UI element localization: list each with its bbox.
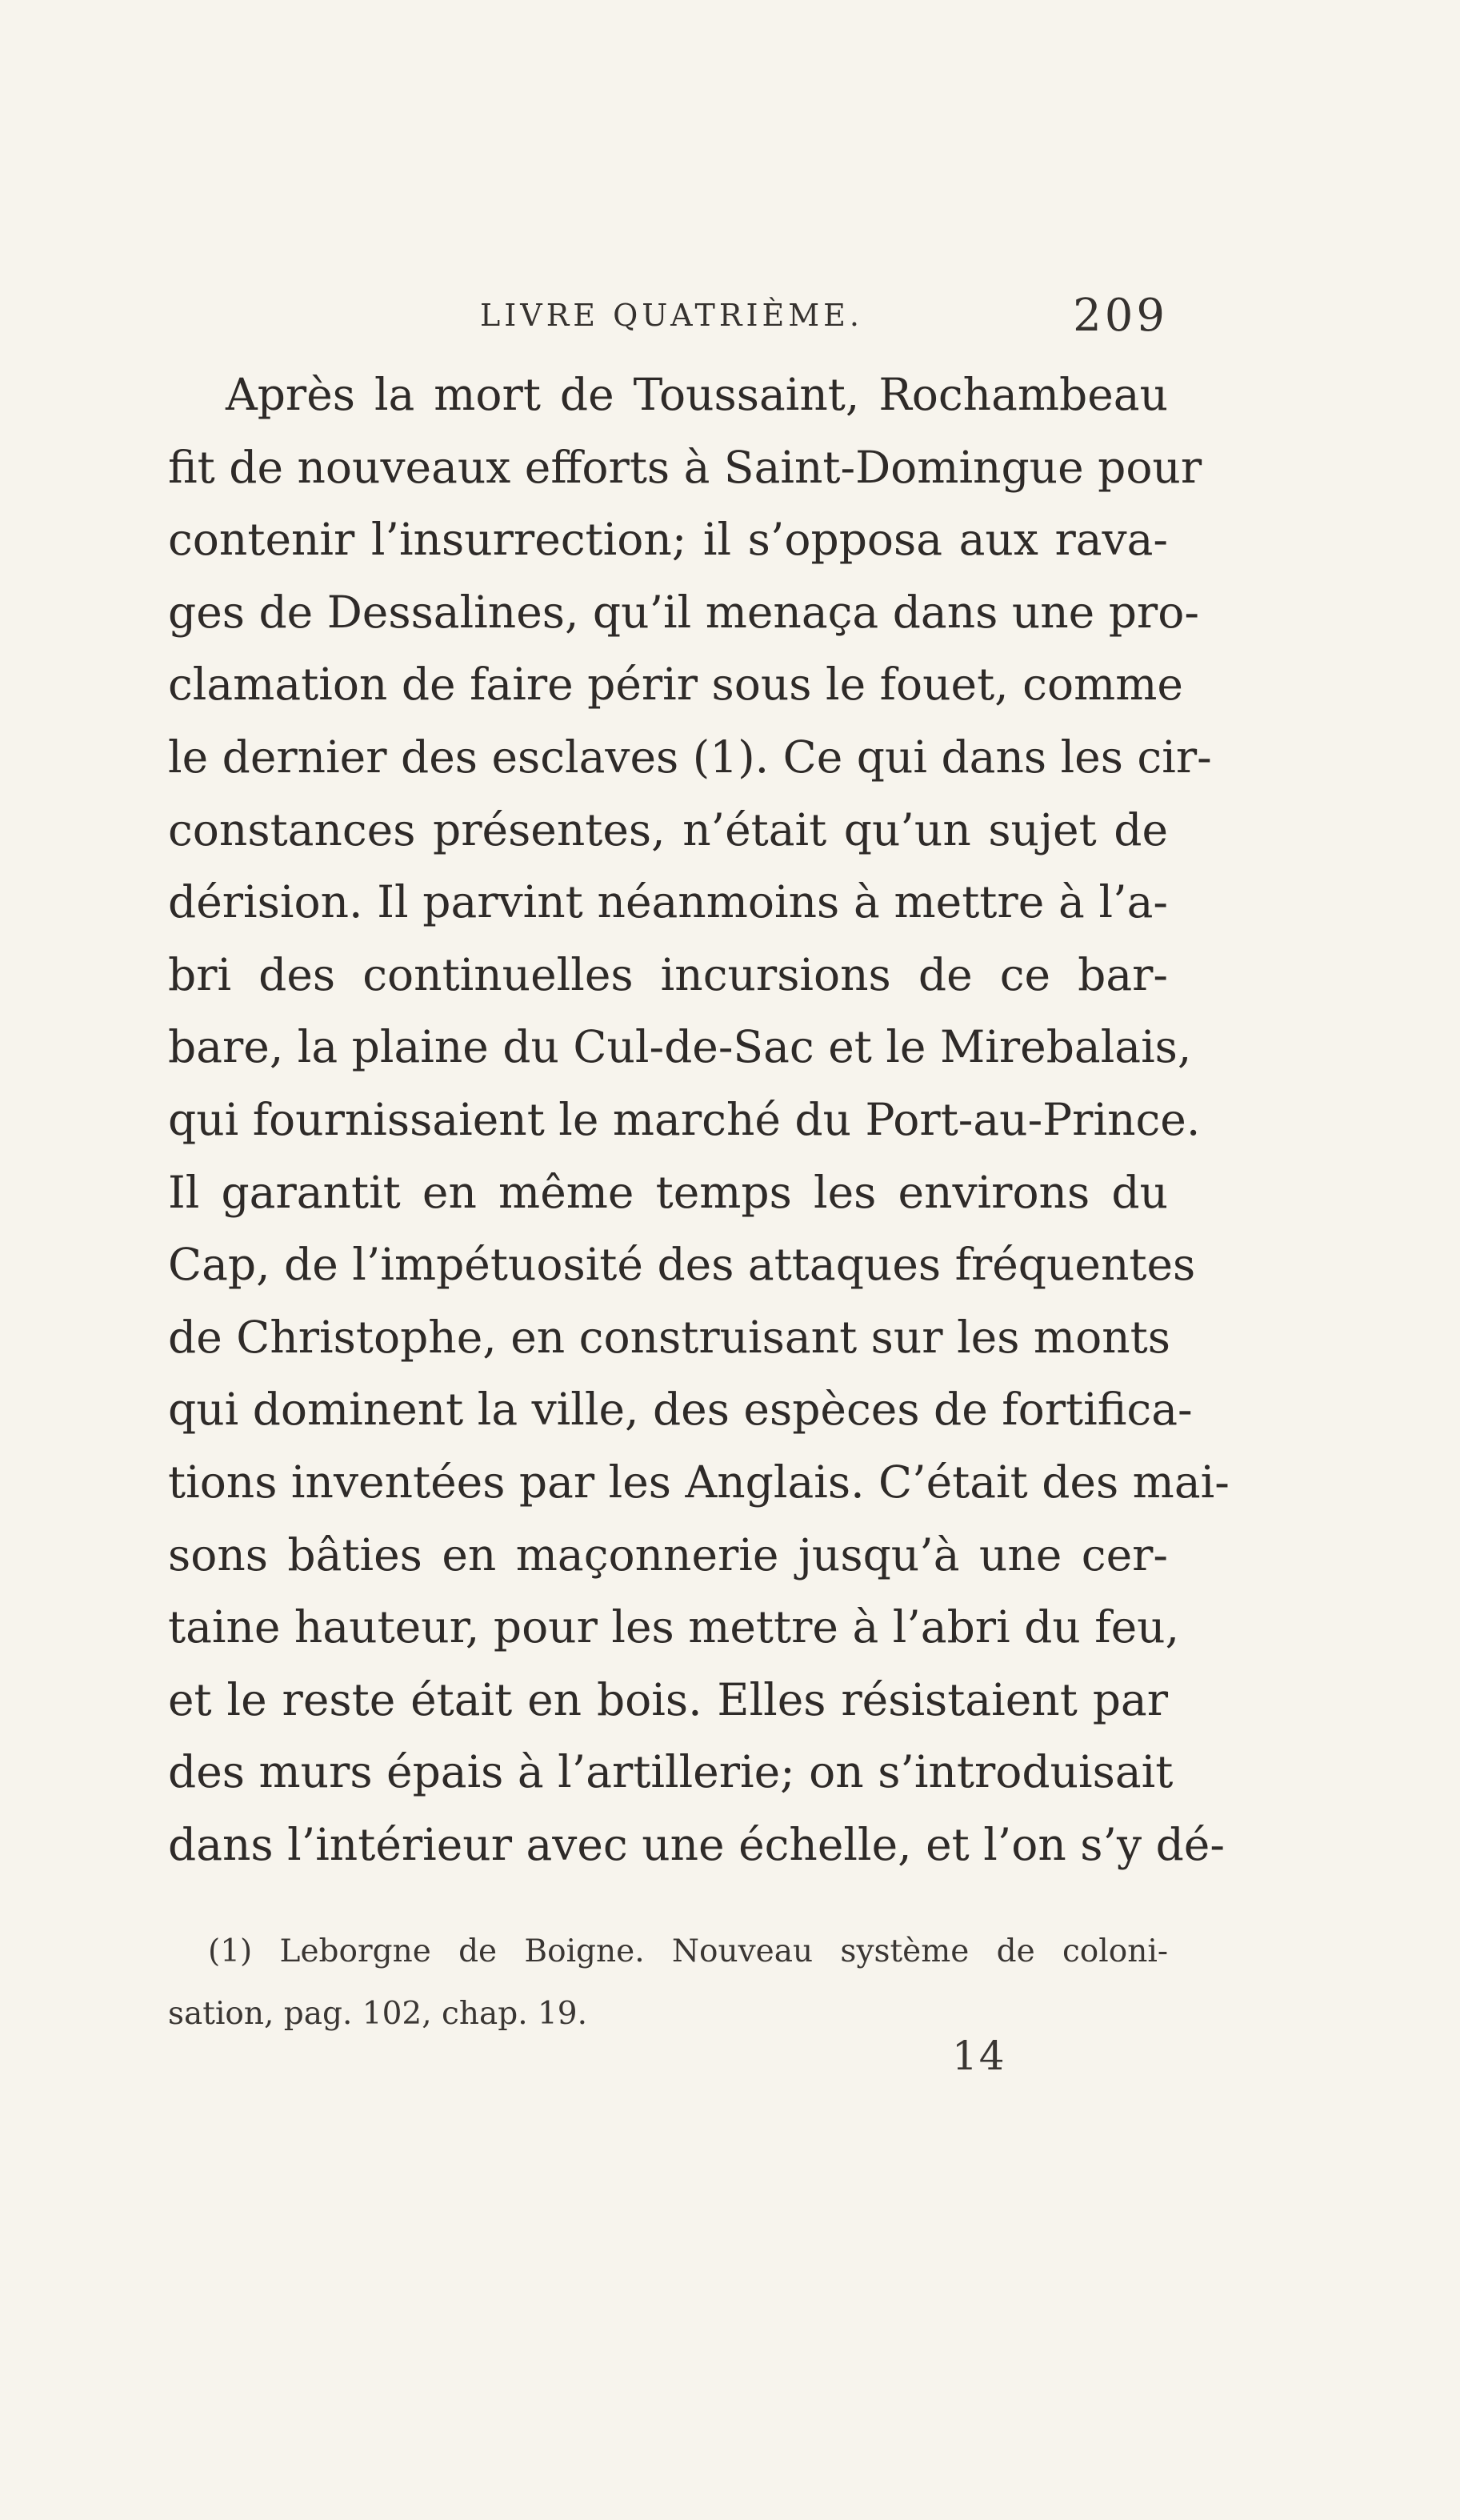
text-line: bare, la plaine du Cul-de-Sac et le Mirebalais,	[168, 1021, 1192, 1073]
text-line: clamation de faire périr sous le fouet, comme	[168, 659, 1183, 711]
text-line: et le reste était en bois. Elles résistaient par	[168, 1673, 1168, 1725]
text-line: dérision. Il parvint néanmoins à mettre à l’a-	[168, 876, 1168, 928]
text-line: qui fournissaient le marché du Port-au-Prince.	[168, 1093, 1201, 1145]
body-text	[168, 359, 1230, 1881]
page-number: 209	[1073, 290, 1168, 342]
page-header	[168, 290, 1168, 346]
text-line: fit de nouveaux efforts à Saint-Domingue pour	[168, 441, 1202, 493]
text-line: sons bâties en maçonnerie jusqu’à une cer-	[168, 1528, 1168, 1581]
text-line: dans l’intérieur avec une échelle, et l’on s’y dé-	[168, 1818, 1225, 1870]
text-line: qui dominent la ville, des espèces de fortifica-	[168, 1384, 1193, 1436]
footnote-line: sation, pag. 102, chap. 19.	[168, 1996, 588, 2032]
running-head: LIVRE QUATRIÈME.	[480, 298, 863, 333]
text-line: Cap, de l’impétuosité des attaques fréquentes	[168, 1239, 1196, 1291]
text-line: constances présentes, n’était qu’un sujet de	[168, 803, 1168, 855]
text-line: des murs épais à l’artillerie; on s’introduisait	[168, 1746, 1174, 1798]
text-line: ges de Dessalines, qu’il menaça dans une pro-	[168, 586, 1199, 638]
text-line: taine hauteur, pour les mettre à l’abri du feu,	[168, 1601, 1180, 1653]
signature-mark: 14	[952, 2033, 1006, 2079]
text-line: le dernier des esclaves (1). Ce qui dans les cir-	[168, 731, 1212, 783]
text-line: tions inventées par les Anglais. C’était des mai-	[168, 1456, 1230, 1508]
text-line: de Christophe, en construisant sur les monts	[168, 1311, 1170, 1363]
text-line: bri des continuelles incursions de ce bar-	[168, 948, 1168, 1000]
footnote	[168, 1921, 1168, 2045]
text-line: Après la mort de Toussaint, Rochambeau	[226, 369, 1168, 420]
text-line: Il garantit en même temps les environs du	[168, 1166, 1168, 1218]
text-line: contenir l’insurrection; il s’opposa aux rava-	[168, 514, 1168, 566]
footnote-line: (1) Leborgne de Boigne. Nouveau système de coloni-	[208, 1933, 1168, 1969]
